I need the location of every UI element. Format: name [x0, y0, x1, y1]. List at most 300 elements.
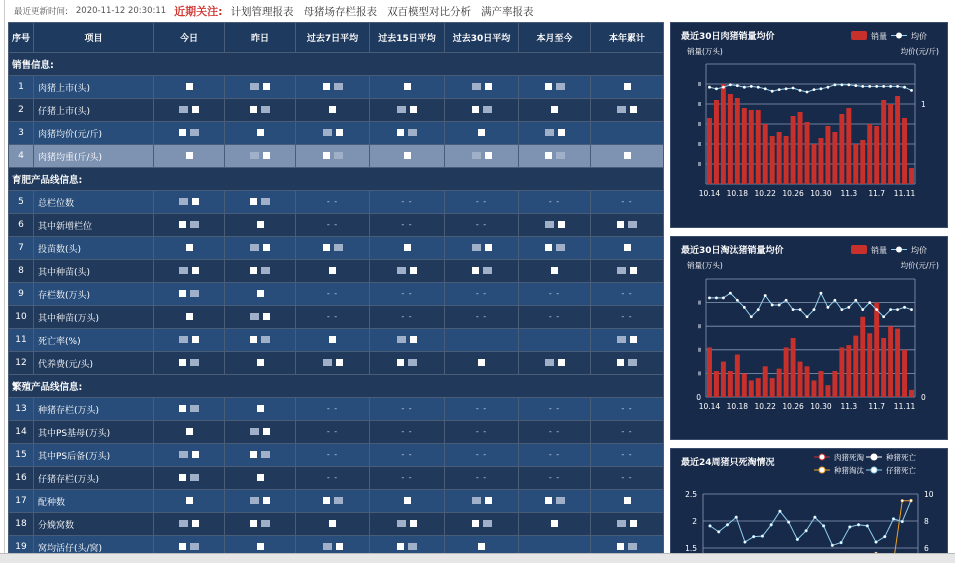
row-item: 分娩窝数 [34, 513, 154, 536]
y2-axis-title: 均价(元/斤) [900, 47, 939, 56]
masked-value-cell [445, 237, 519, 260]
masked-value-cell [519, 490, 591, 513]
legend-label: 仔猪死亡 [886, 466, 916, 475]
row-item: 仔猪存栏(万头) [34, 467, 154, 490]
masked-y-tick [698, 301, 701, 305]
bar [846, 108, 851, 184]
value-cell: - - [591, 191, 664, 214]
bar [825, 126, 830, 184]
table-row[interactable] [9, 283, 664, 306]
column-header: 过去7日平均 [296, 23, 370, 53]
masked-value-cell [225, 398, 296, 421]
value-cell [591, 122, 664, 145]
bar [818, 371, 823, 397]
chart-weekly-mortality [670, 448, 948, 563]
bar [763, 124, 768, 184]
bar [874, 126, 879, 184]
masked-value-cell [154, 260, 225, 283]
masked-value-cell [519, 122, 591, 145]
price-point [861, 85, 864, 88]
masked-value-cell [225, 145, 296, 168]
price-point [903, 86, 906, 89]
x-tick-label: 10.30 [810, 402, 832, 411]
y2-tick-label: 0 [921, 393, 926, 402]
series-point [709, 524, 712, 527]
price-point [708, 86, 711, 89]
row-number: 15 [9, 444, 34, 467]
value-cell: - - [370, 444, 445, 467]
value-cell: - - [296, 283, 370, 306]
masked-y-tick [698, 371, 701, 375]
price-point [847, 306, 850, 309]
series-point [901, 499, 904, 502]
table-row[interactable] [9, 444, 664, 467]
bar [909, 390, 914, 397]
y-tick-label: 2 [692, 517, 697, 526]
bar [805, 122, 810, 184]
table-row[interactable] [9, 191, 664, 214]
masked-value-cell [519, 145, 591, 168]
update-time: 2020-11-12 20:30:11 [75, 6, 167, 16]
masked-value-cell [445, 352, 519, 375]
link-full-production-report[interactable]: 满产率报表 [481, 5, 534, 18]
row-number: 8 [9, 260, 34, 283]
price-point [792, 308, 795, 311]
legend-dot [871, 467, 877, 473]
price-point [743, 306, 746, 309]
masked-value-cell [370, 260, 445, 283]
row-number: 1 [9, 76, 34, 99]
row-item: 窝均活仔(头/窝) [34, 536, 154, 559]
row-number: 6 [9, 214, 34, 237]
masked-value-cell [519, 260, 591, 283]
y-axis-title: 销量(万头) [687, 261, 723, 270]
table-row[interactable] [9, 352, 664, 375]
masked-value-cell [519, 237, 591, 260]
column-header: 昨日 [225, 23, 296, 53]
masked-value-cell [154, 122, 225, 145]
bar [728, 94, 733, 184]
bar [832, 371, 837, 397]
legend-label: 种猪淘汰 [834, 466, 864, 475]
price-point [833, 83, 836, 86]
series-point [752, 535, 755, 538]
masked-value-cell [225, 99, 296, 122]
price-point [722, 86, 725, 89]
value-cell: - - [591, 398, 664, 421]
value-cell: - - [445, 283, 519, 306]
x-tick-label: 10.18 [726, 402, 749, 411]
price-point [910, 89, 913, 92]
value-cell: - - [519, 306, 591, 329]
price-point [813, 308, 816, 311]
series-point [813, 516, 816, 519]
masked-value-cell [591, 352, 664, 375]
masked-value-cell [445, 513, 519, 536]
chart-title: 最近24周猪只死淘情况 [681, 458, 775, 468]
legend-dot [819, 467, 825, 473]
masked-value-cell [591, 145, 664, 168]
link-model-comparison[interactable]: 双百模型对比分析 [387, 5, 472, 18]
bar [839, 347, 844, 397]
legend-label: 种猪死亡 [886, 453, 916, 462]
masked-value-cell [225, 467, 296, 490]
bar [832, 132, 837, 184]
bar [791, 116, 796, 184]
bar [812, 144, 817, 184]
update-label: 最近更新时间: [14, 7, 68, 17]
y-tick-label: 0 [696, 393, 701, 402]
masked-value-cell [154, 145, 225, 168]
bar [784, 136, 789, 184]
top-bar [14, 2, 536, 20]
value-cell: - - [445, 467, 519, 490]
masked-value-cell [591, 329, 664, 352]
bar [728, 371, 733, 397]
bar [874, 303, 879, 397]
table-row[interactable] [9, 237, 664, 260]
series-point [883, 535, 886, 538]
value-cell: - - [370, 306, 445, 329]
series-point [840, 541, 843, 544]
value-cell: - - [370, 214, 445, 237]
price-point [715, 296, 718, 299]
series-point [892, 517, 895, 520]
masked-value-cell [154, 467, 225, 490]
bar [846, 345, 851, 397]
price-point [827, 306, 830, 309]
price-point [778, 304, 781, 307]
price-point [708, 296, 711, 299]
chart-title: 最近30日肉猪销量均价 [681, 32, 775, 42]
section-row [9, 375, 664, 398]
bar [805, 366, 810, 397]
x-tick-label: 10.22 [754, 189, 776, 198]
row-item: 其中新增栏位 [34, 214, 154, 237]
price-line [709, 85, 911, 92]
value-cell: - - [370, 191, 445, 214]
masked-value-cell [370, 513, 445, 536]
bar [735, 355, 740, 397]
table-row[interactable] [9, 490, 664, 513]
legend-dot [819, 454, 825, 460]
y2-tick-label: 1 [921, 100, 926, 109]
price-point [806, 315, 809, 318]
row-number: 14 [9, 421, 34, 444]
value-cell: - - [519, 467, 591, 490]
chart-title: 最近30日淘汰猪销量均价 [681, 246, 784, 256]
masked-value-cell [370, 352, 445, 375]
table-row[interactable] [9, 306, 664, 329]
section-title: 销售信息: [9, 53, 664, 76]
value-cell: - - [519, 421, 591, 444]
row-item: 投苗数(头) [34, 237, 154, 260]
series-point [831, 544, 834, 547]
bar [812, 380, 817, 397]
column-header: 本年累计 [591, 23, 664, 53]
x-tick-label: 11.11 [893, 402, 916, 411]
chart-pork-sales-price [670, 22, 948, 228]
table-row[interactable] [9, 145, 664, 168]
price-point [889, 85, 892, 88]
table-row[interactable] [9, 398, 664, 421]
price-point [813, 88, 816, 91]
series-point [901, 520, 904, 523]
bar [770, 378, 775, 397]
row-item: 肉猪均价(元/斤) [34, 122, 154, 145]
series-point [857, 523, 860, 526]
row-number: 4 [9, 145, 34, 168]
row-item: 肉猪上市(头) [34, 76, 154, 99]
series-point [805, 529, 808, 532]
bar [909, 168, 914, 184]
masked-value-cell [225, 260, 296, 283]
value-cell: - - [296, 191, 370, 214]
price-point [799, 89, 802, 92]
masked-value-cell [225, 283, 296, 306]
legend-label: 销量 [871, 32, 887, 41]
x-tick-label: 11.7 [868, 402, 886, 411]
legend-label: 均价 [911, 32, 927, 41]
x-tick-label: 10.30 [810, 189, 832, 198]
section-row [9, 53, 664, 76]
y2-tick-label: 10 [924, 490, 934, 499]
masked-value-cell [154, 283, 225, 306]
price-point [750, 85, 753, 88]
price-point [868, 301, 871, 304]
row-item: 其中种苗(万头) [34, 306, 154, 329]
bar [742, 373, 747, 397]
masked-value-cell [154, 444, 225, 467]
series-point [735, 516, 738, 519]
bar [839, 114, 844, 184]
series-point [726, 523, 729, 526]
price-point [750, 315, 753, 318]
price-point [806, 91, 809, 94]
value-cell: - - [296, 467, 370, 490]
focus-label: 近期关注: [174, 5, 223, 18]
series-point [822, 524, 825, 527]
masked-y-tick [698, 122, 701, 126]
price-point [757, 86, 760, 89]
row-number: 5 [9, 191, 34, 214]
masked-value-cell [296, 490, 370, 513]
bar [721, 362, 726, 397]
bar [825, 385, 830, 397]
row-number: 18 [9, 513, 34, 536]
value-cell: - - [296, 421, 370, 444]
masked-value-cell [225, 444, 296, 467]
price-point [840, 308, 843, 311]
price-point [854, 84, 857, 87]
masked-value-cell [591, 76, 664, 99]
bar [895, 329, 900, 397]
value-cell [519, 329, 591, 352]
masked-value-cell [370, 99, 445, 122]
price-point [778, 88, 781, 91]
legend-bar-swatch [851, 245, 867, 254]
bar [860, 140, 865, 184]
masked-value-cell [445, 145, 519, 168]
value-cell [445, 329, 519, 352]
masked-value-cell [225, 214, 296, 237]
value-cell: - - [519, 191, 591, 214]
masked-value-cell [519, 99, 591, 122]
bar [749, 110, 754, 184]
link-sow-inventory-report[interactable]: 母猪场存栏报表 [303, 5, 378, 18]
price-point [875, 308, 878, 311]
series-point [717, 530, 720, 533]
y-tick-label: 1.5 [685, 544, 697, 553]
price-point [771, 304, 774, 307]
column-header: 序号 [9, 23, 34, 53]
link-plan-report[interactable]: 计划管理报表 [230, 5, 294, 18]
table-row[interactable] [9, 329, 664, 352]
x-tick-label: 11.3 [840, 189, 858, 198]
metrics-table [8, 22, 664, 559]
bar [888, 326, 893, 397]
masked-value-cell [370, 490, 445, 513]
price-point [785, 87, 788, 90]
column-header: 今日 [154, 23, 225, 53]
price-point [764, 294, 767, 297]
row-number: 12 [9, 352, 34, 375]
row-item: 其中PS基母(万头) [34, 421, 154, 444]
row-item: 仔猪上市(头) [34, 99, 154, 122]
legend-dot [871, 454, 877, 460]
price-point [715, 87, 718, 90]
bar [784, 347, 789, 397]
value-cell: - - [296, 306, 370, 329]
masked-value-cell [370, 237, 445, 260]
masked-value-cell [225, 122, 296, 145]
price-point [771, 90, 774, 93]
masked-value-cell [225, 490, 296, 513]
masked-value-cell [154, 513, 225, 536]
value-cell: - - [296, 444, 370, 467]
value-cell: - - [591, 306, 664, 329]
masked-value-cell [591, 490, 664, 513]
x-tick-label: 10.26 [782, 189, 804, 198]
price-line [709, 293, 911, 317]
y-tick-label: 2.5 [685, 490, 697, 499]
x-tick-label: 11.7 [868, 189, 886, 198]
column-header: 项目 [34, 23, 154, 53]
row-number: 7 [9, 237, 34, 260]
table-row[interactable] [9, 260, 664, 283]
series-point [761, 535, 764, 538]
masked-value-cell [591, 237, 664, 260]
masked-value-cell [591, 260, 664, 283]
masked-value-cell [225, 329, 296, 352]
price-point [736, 84, 739, 87]
value-cell: - - [370, 467, 445, 490]
price-point [799, 308, 802, 311]
value-cell: - - [296, 214, 370, 237]
price-point [736, 299, 739, 302]
value-cell: - - [445, 214, 519, 237]
masked-y-tick [698, 142, 701, 146]
bar [714, 100, 719, 184]
section-row [9, 168, 664, 191]
price-point [827, 86, 830, 89]
bar [777, 132, 782, 184]
price-point [896, 85, 899, 88]
masked-value-cell [445, 122, 519, 145]
value-cell: - - [445, 444, 519, 467]
row-number: 10 [9, 306, 34, 329]
row-item: 代养费(元/头) [34, 352, 154, 375]
bottom-edge [0, 553, 955, 563]
series-point [744, 541, 747, 544]
table-row[interactable] [9, 467, 664, 490]
value-cell: - - [370, 421, 445, 444]
masked-value-cell [445, 76, 519, 99]
price-point [792, 87, 795, 90]
masked-value-cell [296, 352, 370, 375]
price-point [785, 299, 788, 302]
row-number: 3 [9, 122, 34, 145]
table-row[interactable] [9, 122, 664, 145]
x-tick-label: 10.18 [726, 189, 749, 198]
table-row[interactable] [9, 513, 664, 536]
bar [853, 144, 858, 184]
row-number: 2 [9, 99, 34, 122]
table-row[interactable] [9, 214, 664, 237]
masked-value-cell [154, 421, 225, 444]
bar [867, 333, 872, 397]
bar [756, 110, 761, 184]
legend-bar-swatch [851, 31, 867, 40]
table-row[interactable] [9, 76, 664, 99]
masked-value-cell [225, 352, 296, 375]
row-item: 种猪存栏(万头) [34, 398, 154, 421]
y2-axis-title: 均价(元/斤) [900, 261, 939, 270]
chart-cull-sales-price [670, 236, 948, 440]
value-cell: - - [445, 306, 519, 329]
row-number: 19 [9, 536, 34, 559]
masked-value-cell [370, 76, 445, 99]
price-point [882, 85, 885, 88]
x-tick-label: 11.11 [893, 189, 916, 198]
price-point [868, 85, 871, 88]
masked-value-cell [445, 260, 519, 283]
row-number: 16 [9, 467, 34, 490]
series-point [866, 524, 869, 527]
price-point [861, 308, 864, 311]
y2-tick-label: 6 [924, 544, 929, 553]
masked-y-tick [698, 162, 701, 166]
masked-value-cell [225, 306, 296, 329]
masked-value-cell [296, 513, 370, 536]
table-row[interactable] [9, 99, 664, 122]
bar [895, 96, 900, 184]
masked-value-cell [519, 76, 591, 99]
column-header: 过去30日平均 [445, 23, 519, 53]
masked-value-cell [370, 329, 445, 352]
value-cell: - - [591, 283, 664, 306]
masked-value-cell [296, 99, 370, 122]
value-cell: - - [591, 467, 664, 490]
x-tick-label: 10.14 [698, 402, 721, 411]
legend-label: 销量 [871, 246, 887, 255]
value-cell: - - [445, 398, 519, 421]
table-row[interactable] [9, 421, 664, 444]
bar [798, 112, 803, 184]
bar [902, 350, 907, 397]
masked-value-cell [296, 260, 370, 283]
masked-y-tick [698, 348, 701, 352]
